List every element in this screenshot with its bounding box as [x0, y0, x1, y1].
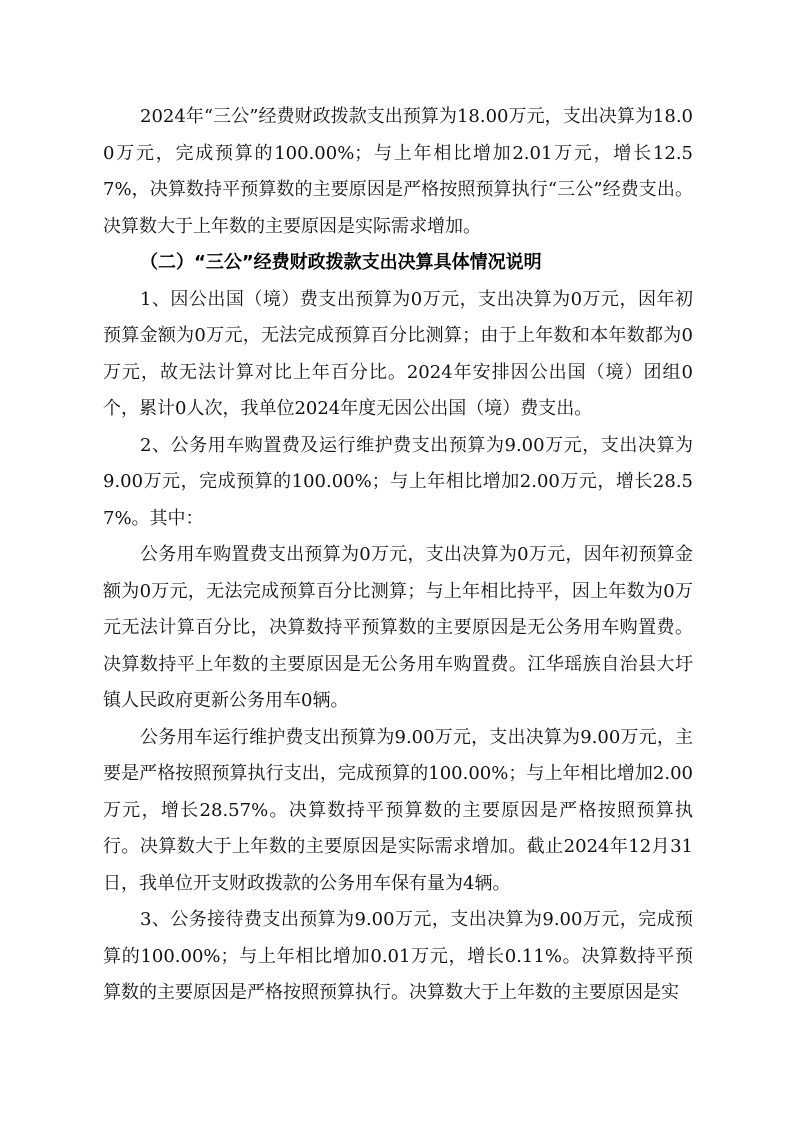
paragraph-vehicle-purchase: 公务用车购置费支出预算为0万元，支出决算为0万元，因年初预算金额为0万元，无法完成预算百分比测算；与上年相比持平，因上年数为0万元无法计算百分比，决算数持平预算数的主要原因是无公务用车购置费。决算数持平上年数的主要原因是无公务用车购置费。江华瑶族自治县大圩镇人民政府更新公务用车0辆。	[103, 544, 693, 711]
paragraph-vehicle-maintenance: 公务用车运行维护费支出预算为9.00万元，支出决算为9.00万元，主要是严格按照预算执行支出，完成预算的100.00%；与上年相比增加2.00万元，增长28.57%。决算数持平预算数的主要原因是严格按照预算执行。决算数大于上年数的主要原因是实际需求增加。截止2024年12月31日，我单位开支财政拨款的公务用车保有量为4辆。	[103, 726, 693, 894]
paragraph-sangong-summary: 2024年“三公”经费财政拨款支出预算为18.00万元，支出决算为18.00万元，完成预算的100.00%；与上年相比增加2.01万元，增长12.57%，决算数持平预算数的主要原因是严格按照预算执行“三公”经费支出。决算数大于上年数的主要原因是实际需求增加。	[103, 106, 693, 237]
paragraph-reception-costs: 3、公务接待费支出预算为9.00万元，支出决算为9.00万元，完成预算的100.00%；与上年相比增加0.01万元，增长0.11%。决算数持平预算数的主要原因是严格按照预算执行。决算数大于上年数的主要原因是实	[103, 909, 693, 1003]
paragraph-overseas-travel: 1、因公出国（境）费支出预算为0万元，支出决算为0万元，因年初预算金额为0万元，无法完成预算百分比测算；由于上年数和本年数都为0万元，故无法计算对比上年百分比。2024年安排因公出国（境）团组0个，累计0人次，我单位2024年度无因公出国（境）费支出。	[103, 288, 693, 419]
paragraph-vehicle-costs: 2、公务用车购置费及运行维护费支出预算为9.00万元，支出决算为9.00万元，完成预算的100.00%；与上年相比增加2.00万元，增长28.57%。其中：	[103, 434, 693, 529]
section-heading-sangong-details: （二）“三公”经费财政拨款支出决算具体情况说明	[140, 252, 542, 273]
document-page	[103, 99, 693, 1012]
